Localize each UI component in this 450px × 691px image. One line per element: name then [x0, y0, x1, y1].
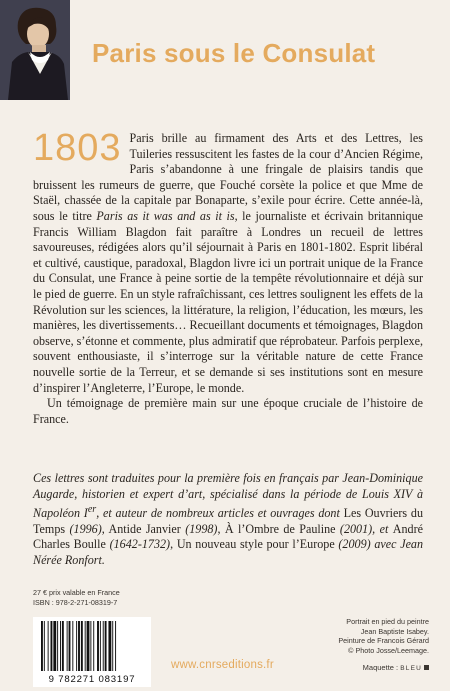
barcode-bar	[44, 621, 45, 671]
work-separator: ,	[217, 521, 225, 536]
year-dropcap: 1803	[33, 127, 122, 169]
translator-note-sup: er	[87, 504, 97, 516]
translator-note-text: Ces lettres sont traduites pour la première fois en français par Jean-Dominique Augarde, historien et expert d’art, spécialisé dans la période de Louis XIV à Napoléon I	[33, 471, 423, 521]
work-title: Antide Janvier	[108, 521, 181, 536]
barcode-bar	[67, 621, 68, 671]
credit-line: Peinture de Francois Gérard	[338, 636, 429, 646]
barcode-bar	[41, 621, 43, 671]
barcode-bar	[78, 621, 80, 671]
work-separator: ,	[170, 537, 177, 552]
barcode-bar	[112, 621, 113, 671]
barcode-bar	[48, 621, 49, 671]
work-title: Un nouveau style pour l’Europe	[176, 537, 335, 552]
work-title: À l’Ombre de Pauline	[224, 521, 336, 536]
publisher-website-link[interactable]: www.cnrseditions.fr	[171, 659, 274, 671]
isbn-text: ISBN : 978-2-271-08319-7	[33, 598, 118, 607]
barcode-bar	[85, 621, 86, 671]
barcode-number: 9 782271 083197	[48, 674, 136, 685]
credit-line: © Photo Josse/Leemage.	[348, 645, 429, 655]
barcode-bar	[93, 621, 94, 671]
work-year: (2001)	[335, 521, 373, 536]
credit-line: Jean Baptiste Isabey.	[360, 626, 429, 636]
barcode-bar	[97, 621, 99, 671]
barcode-bar	[115, 621, 116, 671]
description-text-intro: Paris brille au firmament des Arts et des Lettres, les Tuileries ressuscitent les fastes de la cour d’Ancien Régime, Paris s’abandonne à une fringale de plaisirs tandis que bruissent les rumeurs de guerre, que Fouché corsète la police et que Mme de Staël, chassée de la capitale par Bonaparte, s’exile pour écrire. Cette année-là, sous le titre	[33, 131, 423, 223]
work-separator: ,	[101, 521, 109, 536]
work-year: (2009) avec Jean Nérée Ronfort.	[33, 537, 424, 567]
book-original-title: Paris as it was and as it is	[96, 208, 235, 223]
description-paragraph	[33, 127, 423, 396]
barcode-bar	[76, 621, 77, 671]
work-year: (1642-1732)	[105, 537, 171, 552]
barcode-bar	[72, 621, 73, 671]
barcode-bar	[103, 621, 104, 671]
barcode-bar	[100, 621, 101, 671]
price-isbn-block	[33, 588, 120, 608]
barcode-bar	[105, 621, 107, 671]
work-title: Les Ouvriers du Temps	[33, 506, 423, 536]
barcode-bar	[57, 621, 58, 671]
barcode-bars	[37, 621, 147, 673]
design-credit	[363, 663, 429, 672]
image-credit	[269, 617, 429, 655]
barcode-bar	[53, 621, 56, 671]
work-year: (1998)	[180, 521, 218, 536]
barcode-bar	[62, 621, 64, 671]
barcode	[33, 617, 151, 687]
barcode-bar	[51, 621, 53, 671]
page-title: Paris sous le Consulat	[92, 38, 376, 68]
work-separator: , et	[372, 521, 393, 536]
translator-note	[33, 471, 423, 569]
maquette-label: Maquette :	[362, 663, 399, 672]
barcode-bar	[90, 621, 91, 671]
work-title: André Charles Boulle	[33, 521, 423, 552]
brand-square-icon	[424, 665, 429, 670]
price-text: 27 € prix valable en France	[33, 588, 120, 597]
barcode-bar	[69, 621, 71, 671]
portrait-painting	[0, 0, 70, 100]
maquette-brand: BLEU	[400, 665, 422, 672]
description-text-main: , le journaliste et écrivain britannique Francis William Blagdon fait paraître à Londres un recueil de lettres savoureuses, rédigées alors qu’il séjournait à Paris en 1801-1802. Esprit libéral et cultivé, caustique, paradoxal, Blagdon livre ici un portrait unique de la France du Consulat, une France à peine sortie de la tempête révolutionnaire et déjà sur le pied de guerre. En un style rafraîchissant, ces lettres soulignent les effets de la Révolution sur les sciences, la littérature, la religion, l’éducation, les mœurs, les manières, les divertissements… Recueillant documents et témoignages, Blagdon observe, s’étonne et commente, plus admiratif que réprobateur. Parfois perplexe, souvent enthousiaste, il s’interroge sur la véritable nature de cette France nouvelle sortie de la Terreur, et se demande si ses institutions sont en mesure d’inspirer l’Angleterre, l’Europe, le monde.	[33, 208, 423, 395]
barcode-bar	[87, 621, 90, 671]
barcode-bar	[81, 621, 83, 671]
credit-line: Portrait en pied du peintre	[346, 617, 429, 626]
translator-note-text-2: , et auteur de nombreux articles et ouvrages dont	[96, 506, 344, 521]
description-closing-paragraph: Un témoignage de première main sur une époque cruciale de l’histoire de France.	[33, 396, 423, 426]
work-year: (1996)	[65, 521, 102, 536]
back-cover-description	[33, 127, 423, 427]
cover-portrait-image	[0, 0, 70, 100]
barcode-bar	[60, 621, 61, 671]
barcode-bar	[108, 621, 111, 671]
